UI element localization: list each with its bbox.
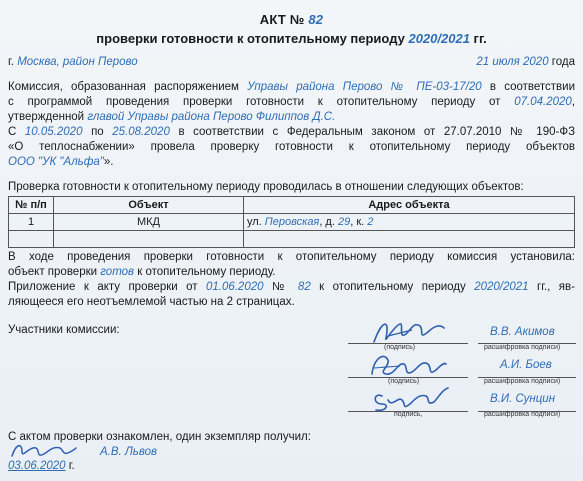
- appendix-date: 01.06.2020: [205, 281, 264, 293]
- authority-order: Управы района Перово № ПЕ-03-17/20: [247, 81, 482, 93]
- commission-paragraph: Комиссия, образованная распоряжением Управы района Перово № ПЕ-03-17/20 в соответствии с программой проведения проверки готовности к отопительному периоду от 07.04.2020, утвержденной главой Управы района Перово Филиппов Д.С. С 10.05.2020 по 25.08.2020 в соответствии с Федеральным законом от 27.07.2010 № 190-ФЗ «О теплоснабжении» провела проверку готовности к отопительному периоду объектов ООО "УК "Альфа"».: [8, 81, 576, 168]
- col-number: № п/п: [9, 197, 54, 214]
- date-to: 25.08.2020: [112, 126, 170, 138]
- approver: главой Управы района Перово Филиппов Д.С.: [87, 111, 336, 123]
- city: Москва, район Перово: [17, 56, 138, 68]
- member-name-2: А.И. Боев: [500, 359, 552, 371]
- house: 29: [337, 216, 351, 228]
- heating-period: 2020/2021: [408, 31, 470, 46]
- appendix-number: 82: [297, 281, 311, 293]
- place-date-row: г. Москва, район Перово 21 июля 2020 года: [8, 56, 575, 68]
- korpus: 2: [367, 216, 374, 228]
- member-name-1: В.В. Акимов: [490, 326, 555, 338]
- member-name-3: В.И. Сунцин: [490, 393, 556, 405]
- sign-caption-2: (подпись): [388, 378, 420, 385]
- cell-address: ул. Перовская, д. 29, к. 2: [244, 214, 575, 231]
- sign-caption-3: подпись,: [394, 411, 423, 418]
- col-address: Адрес объекта: [244, 197, 575, 214]
- recipient-name: А.В. Львов: [100, 446, 158, 458]
- acquaintance-date: 03.06.2020: [8, 460, 66, 472]
- acquaintance-date-row: 03.06.2020 г.: [8, 460, 75, 472]
- date-from: 10.05.2020: [24, 126, 83, 138]
- decode-caption-2: расшифровка подписи): [484, 378, 561, 385]
- objects-table: [8, 196, 575, 248]
- members-label: Участники комиссии:: [8, 324, 120, 336]
- street: Перовская: [264, 216, 320, 228]
- act-title: АКТ № 82: [259, 12, 324, 27]
- col-object: Объект: [54, 197, 244, 214]
- decode-caption-1: расшифровка подписи): [484, 344, 561, 351]
- act-subtitle: проверки готовности к отопительному периоду 2020/2021 гг.: [96, 31, 487, 46]
- table-row-empty: [9, 231, 575, 248]
- readiness-status: готов: [100, 266, 135, 278]
- program-date: 07.04.2020: [514, 96, 572, 108]
- act-date: 21 июля 2020 года: [476, 56, 575, 68]
- acquaintance-text: С актом проверки ознакомлен, один экземпляр получил:: [8, 431, 311, 443]
- appendix-period: 2020/2021: [474, 281, 529, 293]
- check-intro: Проверка готовности к отопительному периоду проводилась в отношении следующих объектов:: [8, 181, 524, 193]
- decode-caption-3: расшифровка подписи): [484, 411, 561, 418]
- sign-caption-1: (подпись): [384, 344, 416, 351]
- cell-object: МКД: [54, 214, 244, 231]
- result-paragraph: В ходе проведения проверки готовности к отопительному периоду комиссия установила: объект проверки готов к отопительному периоду. Приложение к акту проверки от 01.06.2020 № 82 к отопительному периоду 2020/2021 гг., яв- ляющееся его неотъемлемой частью на 2 страницах.: [8, 251, 575, 308]
- table-header-row: [9, 197, 575, 214]
- act-number: 82: [308, 12, 324, 27]
- cell-number: 1: [9, 214, 54, 231]
- table-row: [9, 214, 575, 231]
- organization: ООО "УК "Альфа": [8, 156, 104, 168]
- recipient-signature: [8, 438, 78, 462]
